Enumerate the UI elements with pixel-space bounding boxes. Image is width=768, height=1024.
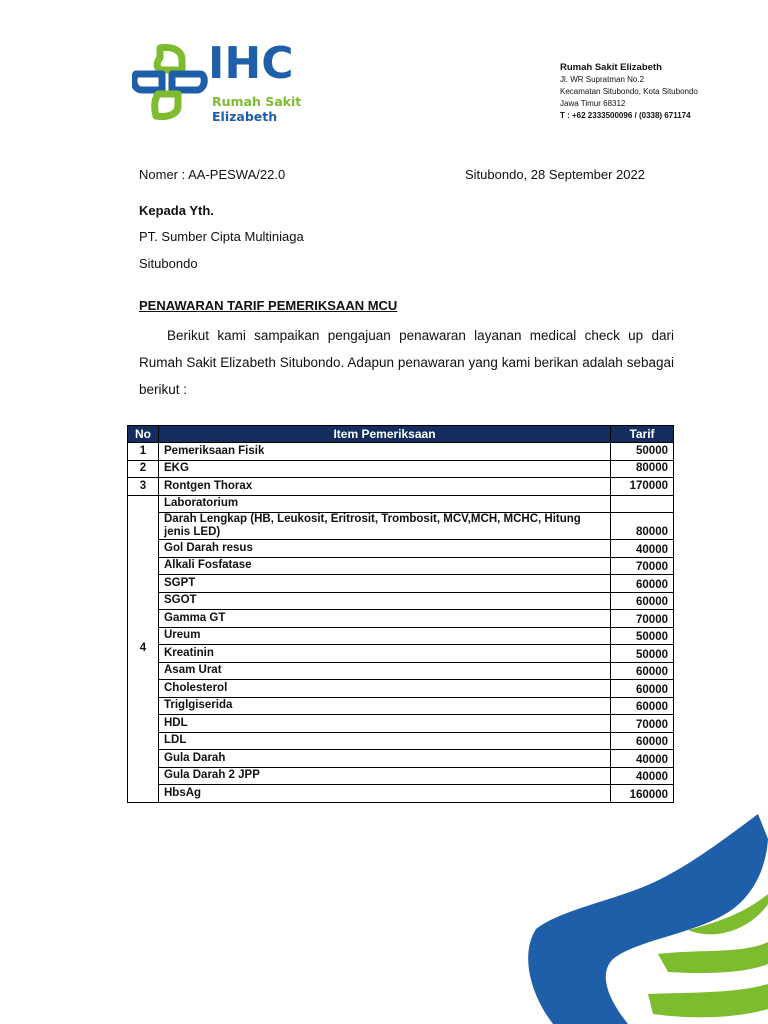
table-header-row	[128, 426, 674, 443]
table-row	[128, 460, 674, 478]
row-item: Pemeriksaan Fisik	[159, 443, 611, 461]
lab-item: Darah Lengkap (HB, Leukosit, Eritrosit, Trombosit, MCV,MCH, MCHC, Hitung jenis LED)	[159, 513, 611, 540]
table-row	[128, 697, 674, 715]
row-item: Rontgen Thorax	[159, 478, 611, 496]
table-body	[128, 443, 674, 803]
table-row	[128, 513, 674, 540]
lab-tarif: 60000	[611, 680, 674, 698]
letter-number: Nomer : AA-PESWA/22.0	[139, 167, 286, 182]
lab-tarif: 40000	[611, 540, 674, 558]
lab-header-tarif	[611, 495, 674, 513]
lab-tarif: 70000	[611, 610, 674, 628]
table-row	[128, 557, 674, 575]
address-district: Kecamatan Situbondo, Kota Situbondo	[560, 87, 698, 96]
lab-tarif: 40000	[611, 767, 674, 785]
table-row	[128, 662, 674, 680]
row-tarif: 50000	[611, 443, 674, 461]
table-row	[128, 680, 674, 698]
lab-item: SGPT	[159, 575, 611, 593]
lab-tarif: 60000	[611, 575, 674, 593]
header-tarif: Tarif	[611, 426, 674, 443]
table-row	[128, 732, 674, 750]
lab-header: Laboratorium	[159, 495, 611, 513]
row-tarif: 80000	[611, 460, 674, 478]
group-no: 4	[128, 495, 159, 802]
ihc-cross-logo-icon	[132, 44, 208, 120]
lab-item: Triglgiserida	[159, 697, 611, 715]
lab-item: Asam Urat	[159, 662, 611, 680]
lab-tarif: 50000	[611, 645, 674, 663]
table-row	[128, 627, 674, 645]
table-row	[128, 478, 674, 496]
hospital-address	[560, 62, 698, 122]
lab-item: HbsAg	[159, 785, 611, 803]
letter-subject: PENAWARAN TARIF PEMERIKSAAN MCU	[139, 298, 398, 313]
table-row	[128, 767, 674, 785]
lab-tarif: 60000	[611, 697, 674, 715]
lab-item: Gula Darah	[159, 750, 611, 768]
row-no: 3	[128, 478, 159, 496]
lab-tarif: 60000	[611, 662, 674, 680]
lab-tarif: 70000	[611, 715, 674, 733]
lab-tarif: 40000	[611, 750, 674, 768]
row-item: EKG	[159, 460, 611, 478]
recipient-city: Situbondo	[139, 256, 198, 271]
address-phone: T : +62 2333500096 / (0338) 671174	[560, 111, 691, 120]
header-item: Item Pemeriksaan	[159, 426, 611, 443]
letter-date: Situbondo, 28 September 2022	[465, 167, 645, 182]
address-street: Jl. WR Supratman No.2	[560, 75, 645, 84]
lab-item: Gol Darah resus	[159, 540, 611, 558]
lab-item: Alkali Fosfatase	[159, 557, 611, 575]
lab-item: SGOT	[159, 592, 611, 610]
lab-tarif: 50000	[611, 627, 674, 645]
to-label: Kepada Yth.	[139, 203, 214, 218]
logo-brand: IHC	[208, 38, 294, 89]
lab-item: HDL	[159, 715, 611, 733]
table-row	[128, 785, 674, 803]
lab-tarif: 60000	[611, 732, 674, 750]
row-no: 1	[128, 443, 159, 461]
address-region: Jawa Timur 68312	[560, 99, 626, 108]
lab-item: Cholesterol	[159, 680, 611, 698]
table-row	[128, 575, 674, 593]
table-row	[128, 610, 674, 628]
lab-item: Gula Darah 2 JPP	[159, 767, 611, 785]
lab-tarif: 70000	[611, 557, 674, 575]
lab-tarif: 60000	[611, 592, 674, 610]
lab-item: Gamma GT	[159, 610, 611, 628]
tariff-table	[127, 425, 674, 803]
lab-item: Ureum	[159, 627, 611, 645]
logo-line1: Rumah Sakit	[212, 94, 302, 109]
table-row	[128, 495, 674, 513]
table-row	[128, 592, 674, 610]
decorative-logo-icon	[528, 814, 768, 1024]
table-row	[128, 715, 674, 733]
lab-tarif: 80000	[611, 513, 674, 540]
logo-line2: Elizabeth	[212, 109, 278, 124]
lab-item: LDL	[159, 732, 611, 750]
table-row	[128, 443, 674, 461]
row-no: 2	[128, 460, 159, 478]
table-row	[128, 540, 674, 558]
ihc-logo	[132, 38, 302, 126]
lab-tarif: 160000	[611, 785, 674, 803]
hospital-name: Rumah Sakit Elizabeth	[560, 62, 662, 73]
lab-item: Kreatinin	[159, 645, 611, 663]
row-tarif: 170000	[611, 478, 674, 496]
recipient: PT. Sumber Cipta Multiniaga	[139, 229, 304, 244]
letter-body: Berikut kami sampaikan pengajuan penawaran layanan medical check up dari Rumah Sakit Elizabeth Situbondo. Adapun penawaran yang kami berikan adalah sebagai berikut :	[139, 328, 674, 397]
header-no: No	[128, 426, 159, 443]
table-row	[128, 750, 674, 768]
table-row	[128, 645, 674, 663]
